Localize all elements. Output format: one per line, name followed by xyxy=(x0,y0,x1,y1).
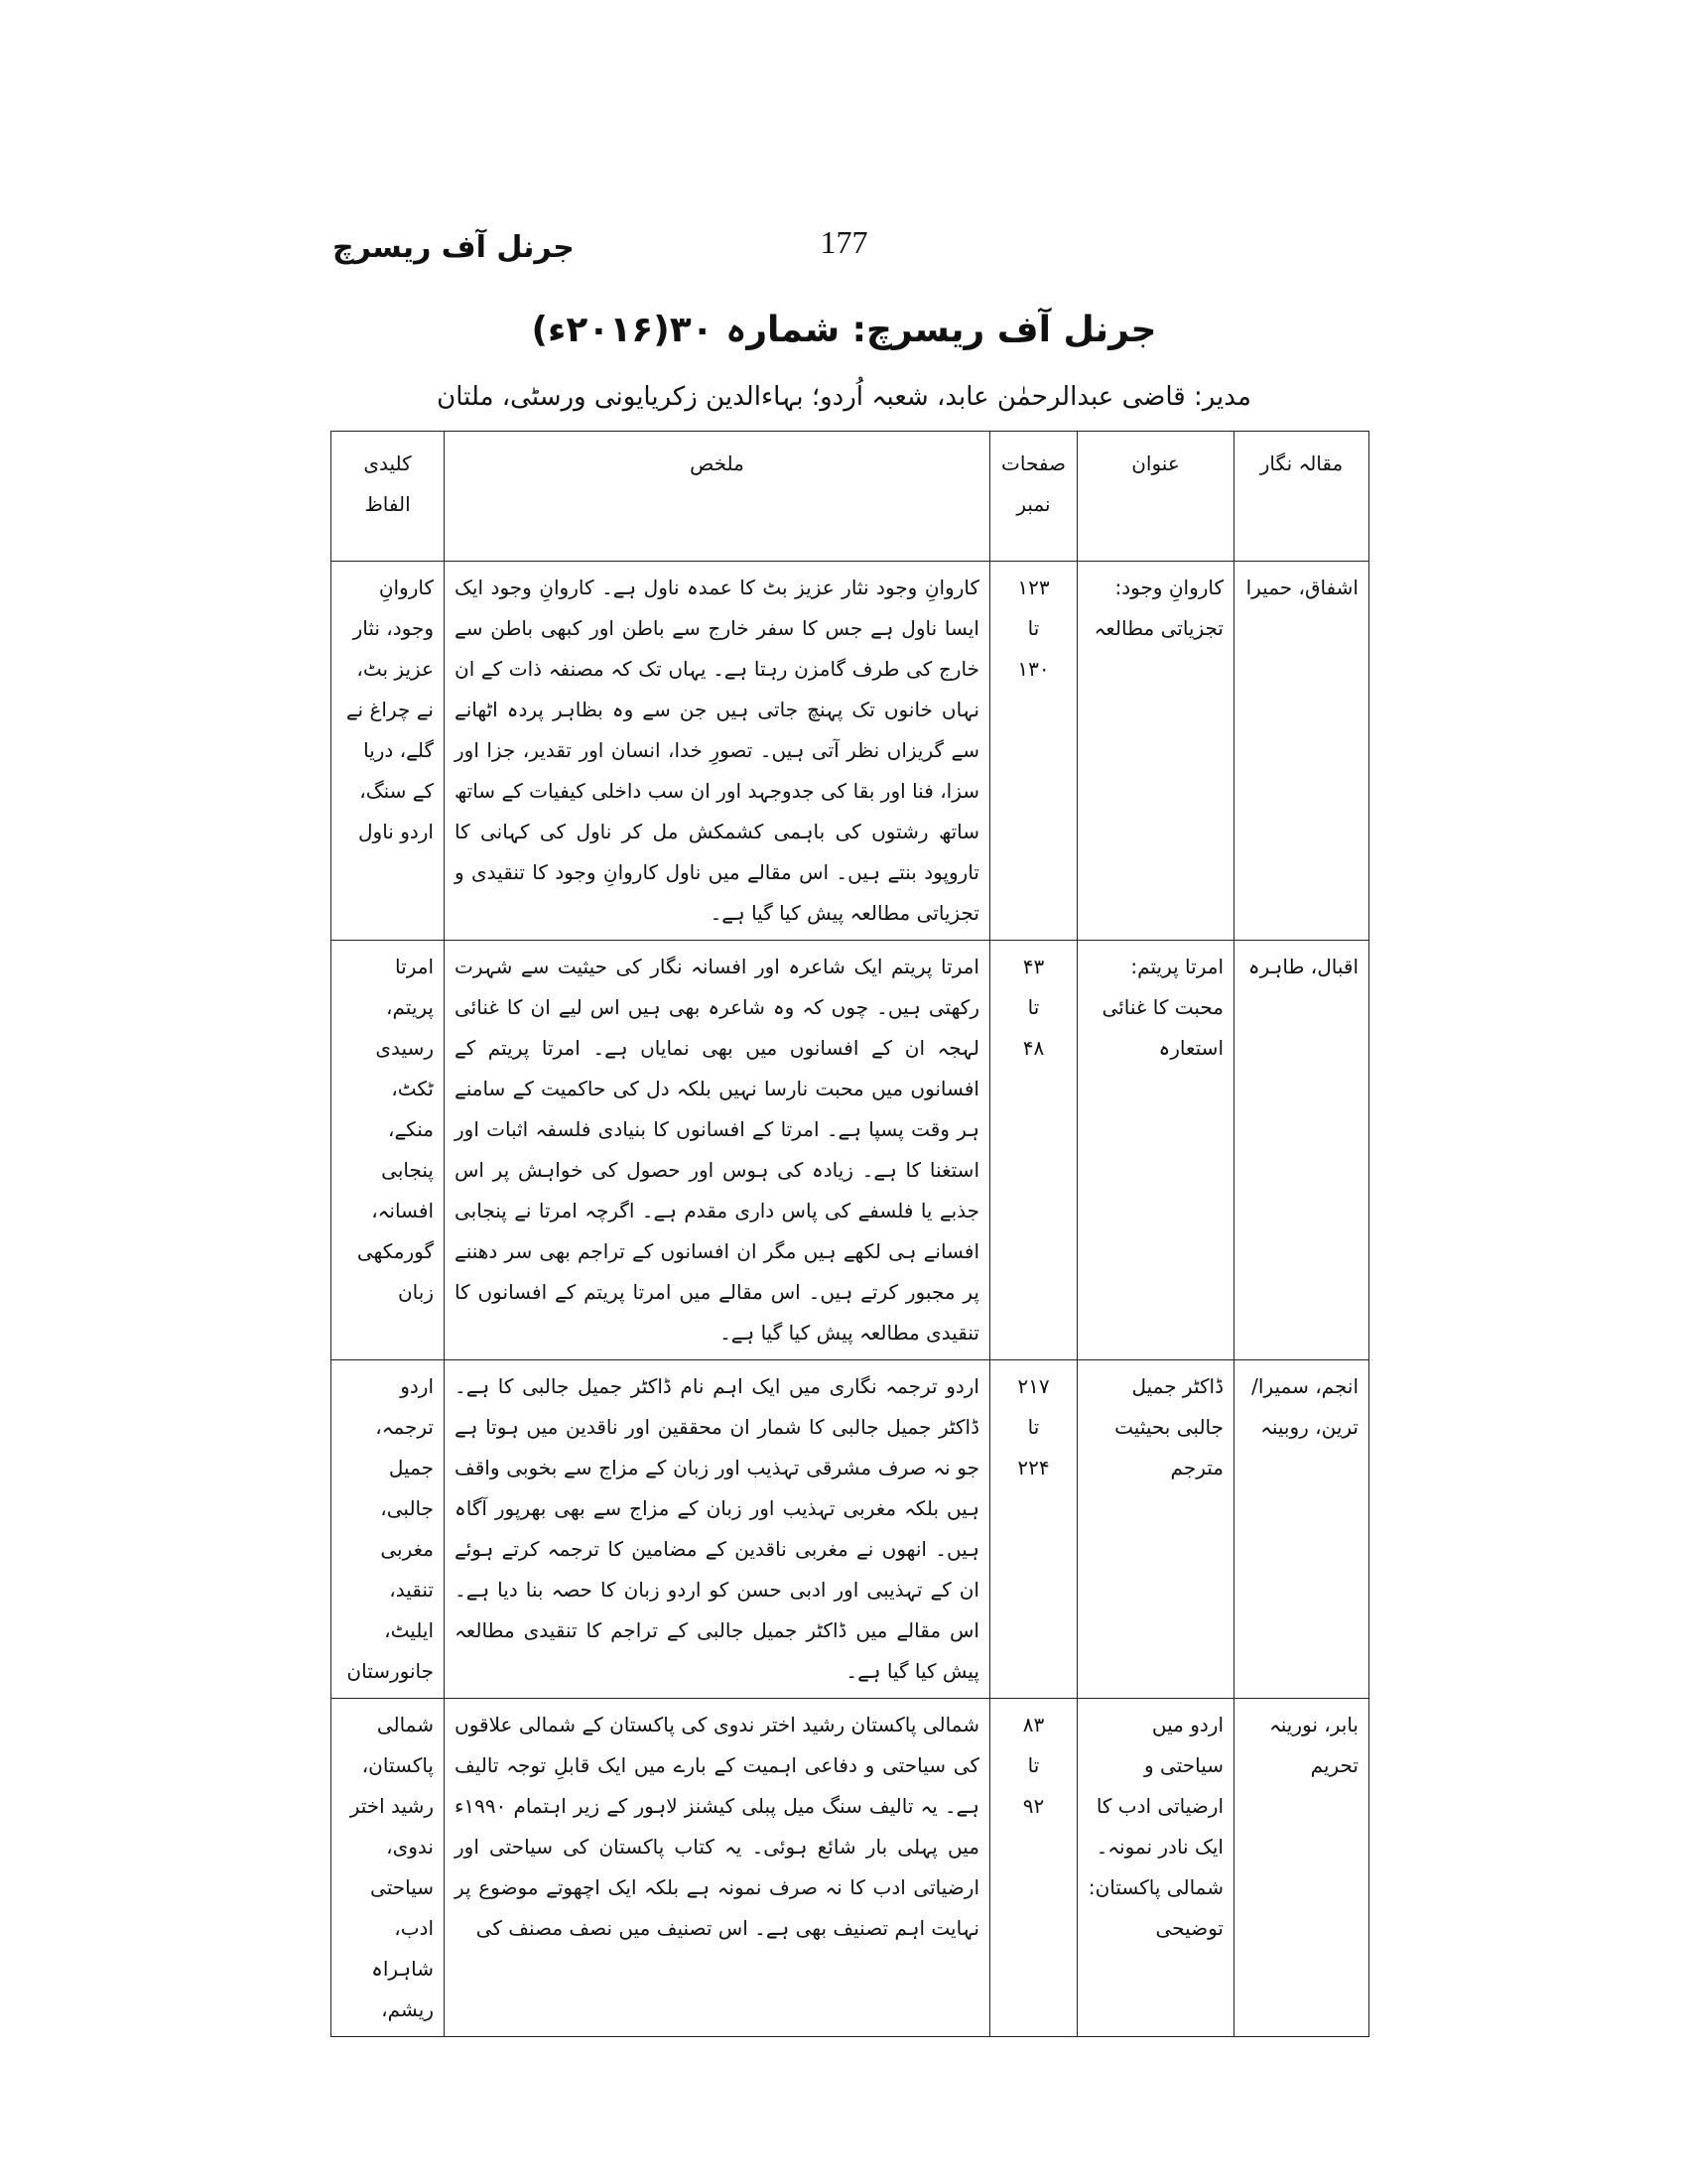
cell-abstract: کاروانِ وجود نثار عزیز بٹ کا عمدہ ناول ہے۔ کاروانِ وجود ایک ایسا ناول ہے جس کا سفر خارج سے باطن اور کبھی باطن سے خارج کی طرف گامزن رہتا ہے۔ یہاں تک کہ مصنفہ ذات کے ان نہاں خانوں تک پہنچ جاتی ہیں جن سے وہ بظاہر پردہ اٹھانے سے گریزاں نظر آتی ہیں۔ تصورِ خدا، انسان اور تقدیر، جزا اور سزا، فنا اور بقا کی جدوجہد اور ان سب داخلی کیفیات کے ساتھ ساتھ رشتوں کی باہمی کشمکش مل کر ناول کی کہانی کا تاروپود بنتے ہیں۔ اس مقالے میں ناول کاروانِ وجود کا تنقیدی و تجزیاتی مطالعہ پیش کیا گیا ہے۔ xyxy=(445,562,990,941)
table-row xyxy=(331,1699,1369,2037)
pages-to-word: تا xyxy=(1027,1415,1040,1439)
pages-from: ۸۳ xyxy=(1022,1713,1045,1736)
pages-to: ۱۳۰ xyxy=(1017,657,1050,681)
pages-from: ۲۱۷ xyxy=(1017,1374,1050,1398)
cell-keywords: کاروانِ وجود، نثار عزیز بٹ، نے چراغ نے گلے، دریا کے سنگ، اردو ناول xyxy=(331,562,445,941)
cell-pages xyxy=(990,941,1078,1360)
page-number: 177 xyxy=(820,224,868,260)
table-row xyxy=(331,562,1369,941)
header-author: مقالہ نگار xyxy=(1234,432,1369,562)
pages-to: ۴۸ xyxy=(1022,1036,1045,1060)
cell-title: ڈاکٹر جمیل جالبی بحیثیت مترجم xyxy=(1078,1360,1234,1699)
cell-abstract: شمالی پاکستان رشید اختر ندوی کی پاکستان کے شمالی علاقوں کی سیاحتی و دفاعی اہمیت کے بارے میں ایک قابلِ توجہ تالیف ہے۔ یہ تالیف سنگ میل پبلی کیشنز لاہور کے زیر اہتمام ۱۹۹۰ء میں پہلی بار شائع ہوئی۔ یہ کتاب پاکستان کی سیاحتی اور ارضیاتی ادب کا نہ صرف نمونہ ہے بلکہ ایک اچھوتے موضوع پر نہایت اہم تصنیف بھی ہے۔ اس تصنیف میں نصف مصنف کی xyxy=(445,1699,990,2037)
table-row xyxy=(331,1360,1369,1699)
cell-abstract: اردو ترجمہ نگاری میں ایک اہم نام ڈاکٹر جمیل جالبی کا ہے۔ ڈاکٹر جمیل جالبی کا شمار ان محققین اور ناقدین میں ہوتا ہے جو نہ صرف مشرقی تہذیب اور زبان کے مزاج سے بخوبی واقف ہیں بلکہ مغربی تہذیب اور زبان کے مزاج سے بھی بھرپور آگاہ ہیں۔ انھوں نے مغربی ناقدین کے مضامین کا ترجمہ کرتے ہوئے ان کے تہذیبی اور ادبی حسن کو اردو زبان کا حصہ بنا دیا ہے۔ اس مقالے میں ڈاکٹر جمیل جالبی کے تراجم کا تنقیدی مطالعہ پیش کیا گیا ہے۔ xyxy=(445,1360,990,1699)
cell-title: امرتا پریتم: محبت کا غنائی استعارہ xyxy=(1078,941,1234,1360)
table-row xyxy=(331,941,1369,1360)
header-pages: صفحات نمبر xyxy=(990,432,1078,562)
pages-to-word: تا xyxy=(1027,995,1040,1019)
header-abstract: ملخص xyxy=(445,432,990,562)
pages-to-word: تا xyxy=(1027,1753,1040,1777)
pages-to: ۲۲۴ xyxy=(1017,1456,1050,1479)
cell-author: اشفاق، حمیرا xyxy=(1234,562,1369,941)
pages-to: ۹۲ xyxy=(1022,1794,1045,1818)
cell-title: اردو میں سیاحتی و ارضیاتی ادب کا ایک نادر نمونہ۔ شمالی پاکستان: توضیحی xyxy=(1078,1699,1234,2037)
cell-author: اقبال، طاہرہ xyxy=(1234,941,1369,1360)
running-head: جرنل آف ریسرچ xyxy=(332,230,575,265)
cell-pages xyxy=(990,562,1078,941)
cell-keywords: اردو ترجمہ، جمیل جالبی، مغربی تنقید، ایلیٹ، جانورستان xyxy=(331,1360,445,1699)
journal-title: جرنل آف ریسرچ: شمارہ ۳۰(۲۰۱۶ء) xyxy=(531,310,1157,350)
cell-pages xyxy=(990,1360,1078,1699)
cell-author: بابر، نورینہ تحریم xyxy=(1234,1699,1369,2037)
pages-from: ۱۲۳ xyxy=(1017,576,1050,599)
articles-table xyxy=(330,431,1369,2037)
header-title: عنوان xyxy=(1078,432,1234,562)
cell-author: انجم، سمیرا/ ترین، روبینہ xyxy=(1234,1360,1369,1699)
header-keywords: کلیدی الفاظ xyxy=(331,432,445,562)
cell-keywords: امرتا پریتم، رسیدی ٹکٹ، منکے، پنجابی افسانہ، گورمکھی زبان xyxy=(331,941,445,1360)
pages-to-word: تا xyxy=(1027,616,1040,640)
table-header-row xyxy=(331,432,1369,562)
cell-abstract: امرتا پریتم ایک شاعرہ اور افسانہ نگار کی حیثیت سے شہرت رکھتی ہیں۔ چوں کہ وہ شاعرہ بھی ہیں اس لیے ان کا غنائی لہجہ ان کے افسانوں میں بھی نمایاں ہے۔ امرتا پریتم کے افسانوں میں محبت نارسا نہیں بلکہ دل کی حاکمیت کے سامنے ہر وقت پسپا ہے۔ امرتا کے افسانوں کا بنیادی فلسفہ اثبات اور استغنا کا ہے۔ زیادہ کی ہوس اور حصول کی خواہش پر اس جذبے یا فلسفے کی پاس داری مقدم ہے۔ اگرچہ امرتا نے پنجابی افسانے ہی لکھے ہیں مگر ان افسانوں کے تراجم بھی سر دھننے پر مجبور کرتے ہیں۔ اس مقالے میں امرتا پریتم کے افسانوں کا تنقیدی مطالعہ پیش کیا گیا ہے۔ xyxy=(445,941,990,1360)
editor-line: مدیر: قاضی عبدالرحمٰن عابد، شعبہ اُردو؛ بہاءالدین زکریایونی ورسٹی، ملتان xyxy=(437,382,1251,412)
cell-keywords: شمالی پاکستان، رشید اختر ندوی، سیاحتی ادب، شاہراہ ریشم، xyxy=(331,1699,445,2037)
cell-pages xyxy=(990,1699,1078,2037)
cell-title: کاروانِ وجود: تجزیاتی مطالعہ xyxy=(1078,562,1234,941)
pages-from: ۴۳ xyxy=(1022,955,1045,978)
